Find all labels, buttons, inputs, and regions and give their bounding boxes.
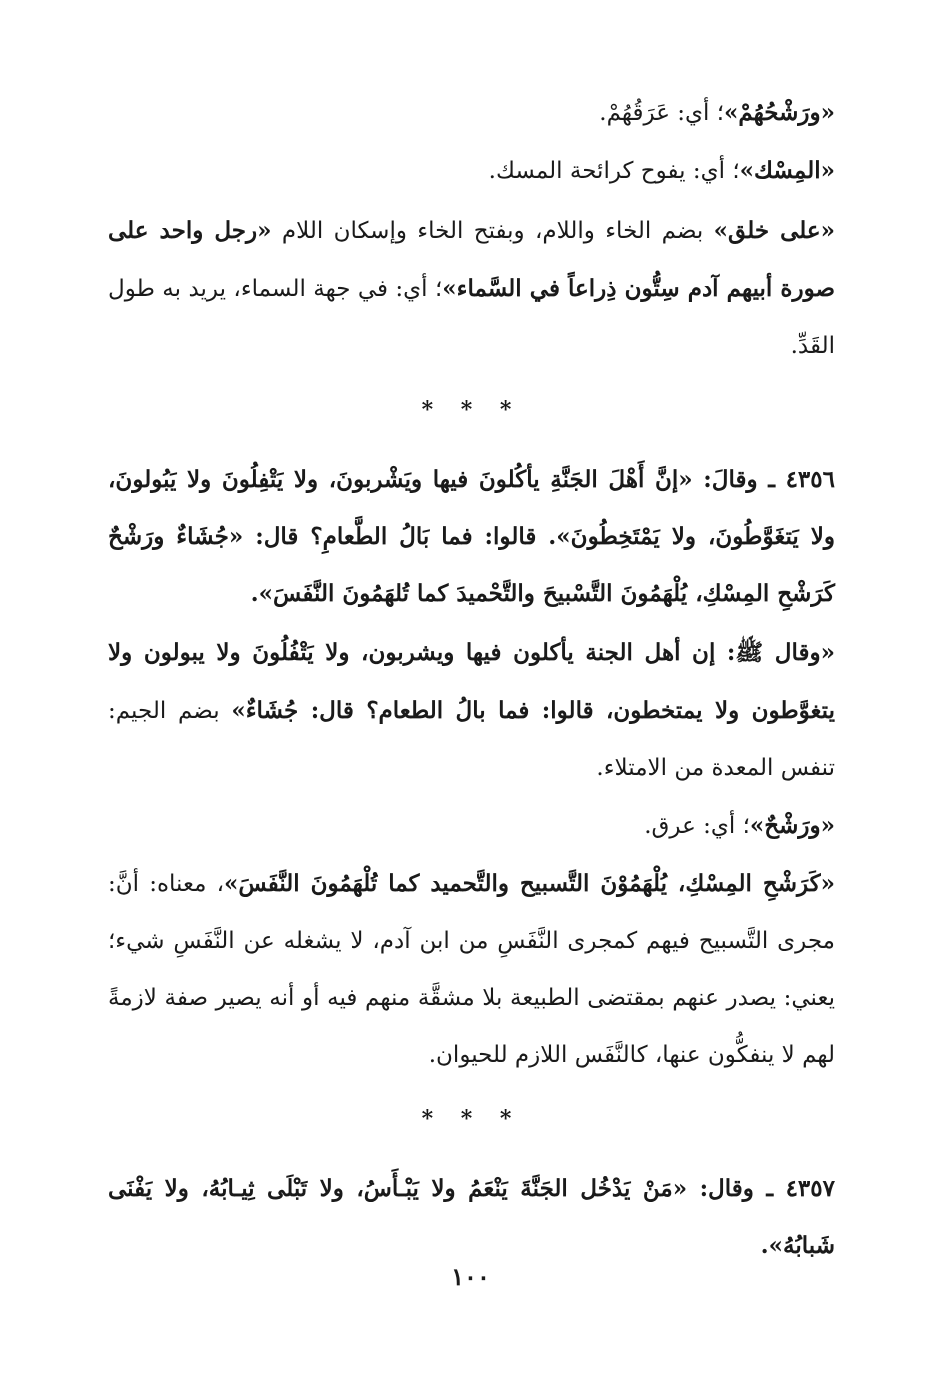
hadith-number: ٤٣٥٧ ـ وقال:	[687, 1175, 835, 1202]
page-number: ١٠٠	[451, 1262, 490, 1291]
hadith-4357	[108, 1160, 835, 1274]
commentary-text: بضم الجيم: تنفس المعدة من الامتلاء.	[108, 698, 835, 781]
gloss-term: «ورَشْحُهُمْ»	[724, 99, 835, 126]
commentary-1	[108, 624, 835, 797]
gloss-explanation: بضم الخاء واللام، وبفتح الخاء وإسكان اللام	[271, 218, 714, 244]
gloss-explanation: ؛ أي: يفوح كرائحة المسك.	[488, 158, 740, 184]
commentary-text: ؛ أي: عرق.	[644, 813, 750, 839]
gloss-khalq	[108, 202, 835, 375]
quoted-text: «رجل واحد على صورة أبيهم آدم سِتُّون ذِراعاً في السَّماء»	[108, 217, 835, 302]
quoted-text: «وقال ﷺ: إن أهل الجنة يأكلون فيها ويشربون، ولا يَتْفُلُونَ ولا يبولون ولا يتغوَّطون ولا يمتخطون، قالوا: فما بالُ الطعام؟ قال: جُشَاءٌ»	[108, 639, 835, 724]
gloss-term: «المِسْك»	[739, 157, 835, 184]
section-separator: * * *	[421, 397, 522, 423]
quoted-text: «كَرَشْحِ المِسْكِ، يُلْهَمُوْنَ التَّسبيح والتَّحميد كما تُلْهَمُونَ النَّفَسَ»	[224, 870, 835, 897]
gloss-term: «على خلق»	[713, 217, 835, 244]
hadith-number: ٤٣٥٦ ـ وقالَ:	[692, 466, 835, 493]
gloss-explanation: ؛ أي: عَرَقُهُمْ.	[599, 100, 724, 126]
quoted-text: «ورَشْحٌ»	[749, 812, 835, 839]
hadith-4356	[108, 451, 835, 622]
gloss-rashhuhum	[108, 84, 835, 142]
gloss-explanation: ؛ أي: في جهة السماء، يريد به طول القَدِّ.	[108, 276, 835, 359]
commentary-text: ، معناه: أنَّ: مجرى التَّسبيح فيهم كمجرى النَّفَسِ من ابن آدم، لا يشغله عن النَّفَسِ شيء؛ يعني: يصدر عنهم بمقتضى الطبيعة بلا مشقَّة منهم فيه أو أنه يصير صفة لازمةً لهم لا ينفكُّون عنها، كالنَّفَس اللازم للحيوان.	[108, 871, 835, 1068]
hadith-text: «مَنْ يَدْخُل الجَنَّةَ يَنْعَمُ ولا يَبْـأَسُ، ولا تَبْلَى ثِيـابُهُ، ولا يَفْنَى شَبابُهُ».	[108, 1175, 835, 1259]
gloss-misk	[108, 142, 835, 200]
commentary-2	[108, 797, 835, 855]
commentary-3	[108, 855, 835, 1084]
hadith-text: «إنَّ أَهْلَ الجَنَّةِ يأكُلونَ فيها ويَشْربونَ، ولا يَتْفِلُونَ ولا يَبُولونَ، ولا يَتغَوَّطُونَ، ولا يَمْتَخِطُونَ». قالوا: فما بَالُ الطَّعامِ؟ قال: «جُشَاءٌ ورَشْحٌ كَرَشْحِ المِسْكِ، يُلْهَمُونَ التَّسْبيحَ والتَّحْميدَ كما تُلهَمُونَ النَّفَسَ».	[108, 466, 835, 607]
section-separator: * * *	[421, 1106, 522, 1132]
